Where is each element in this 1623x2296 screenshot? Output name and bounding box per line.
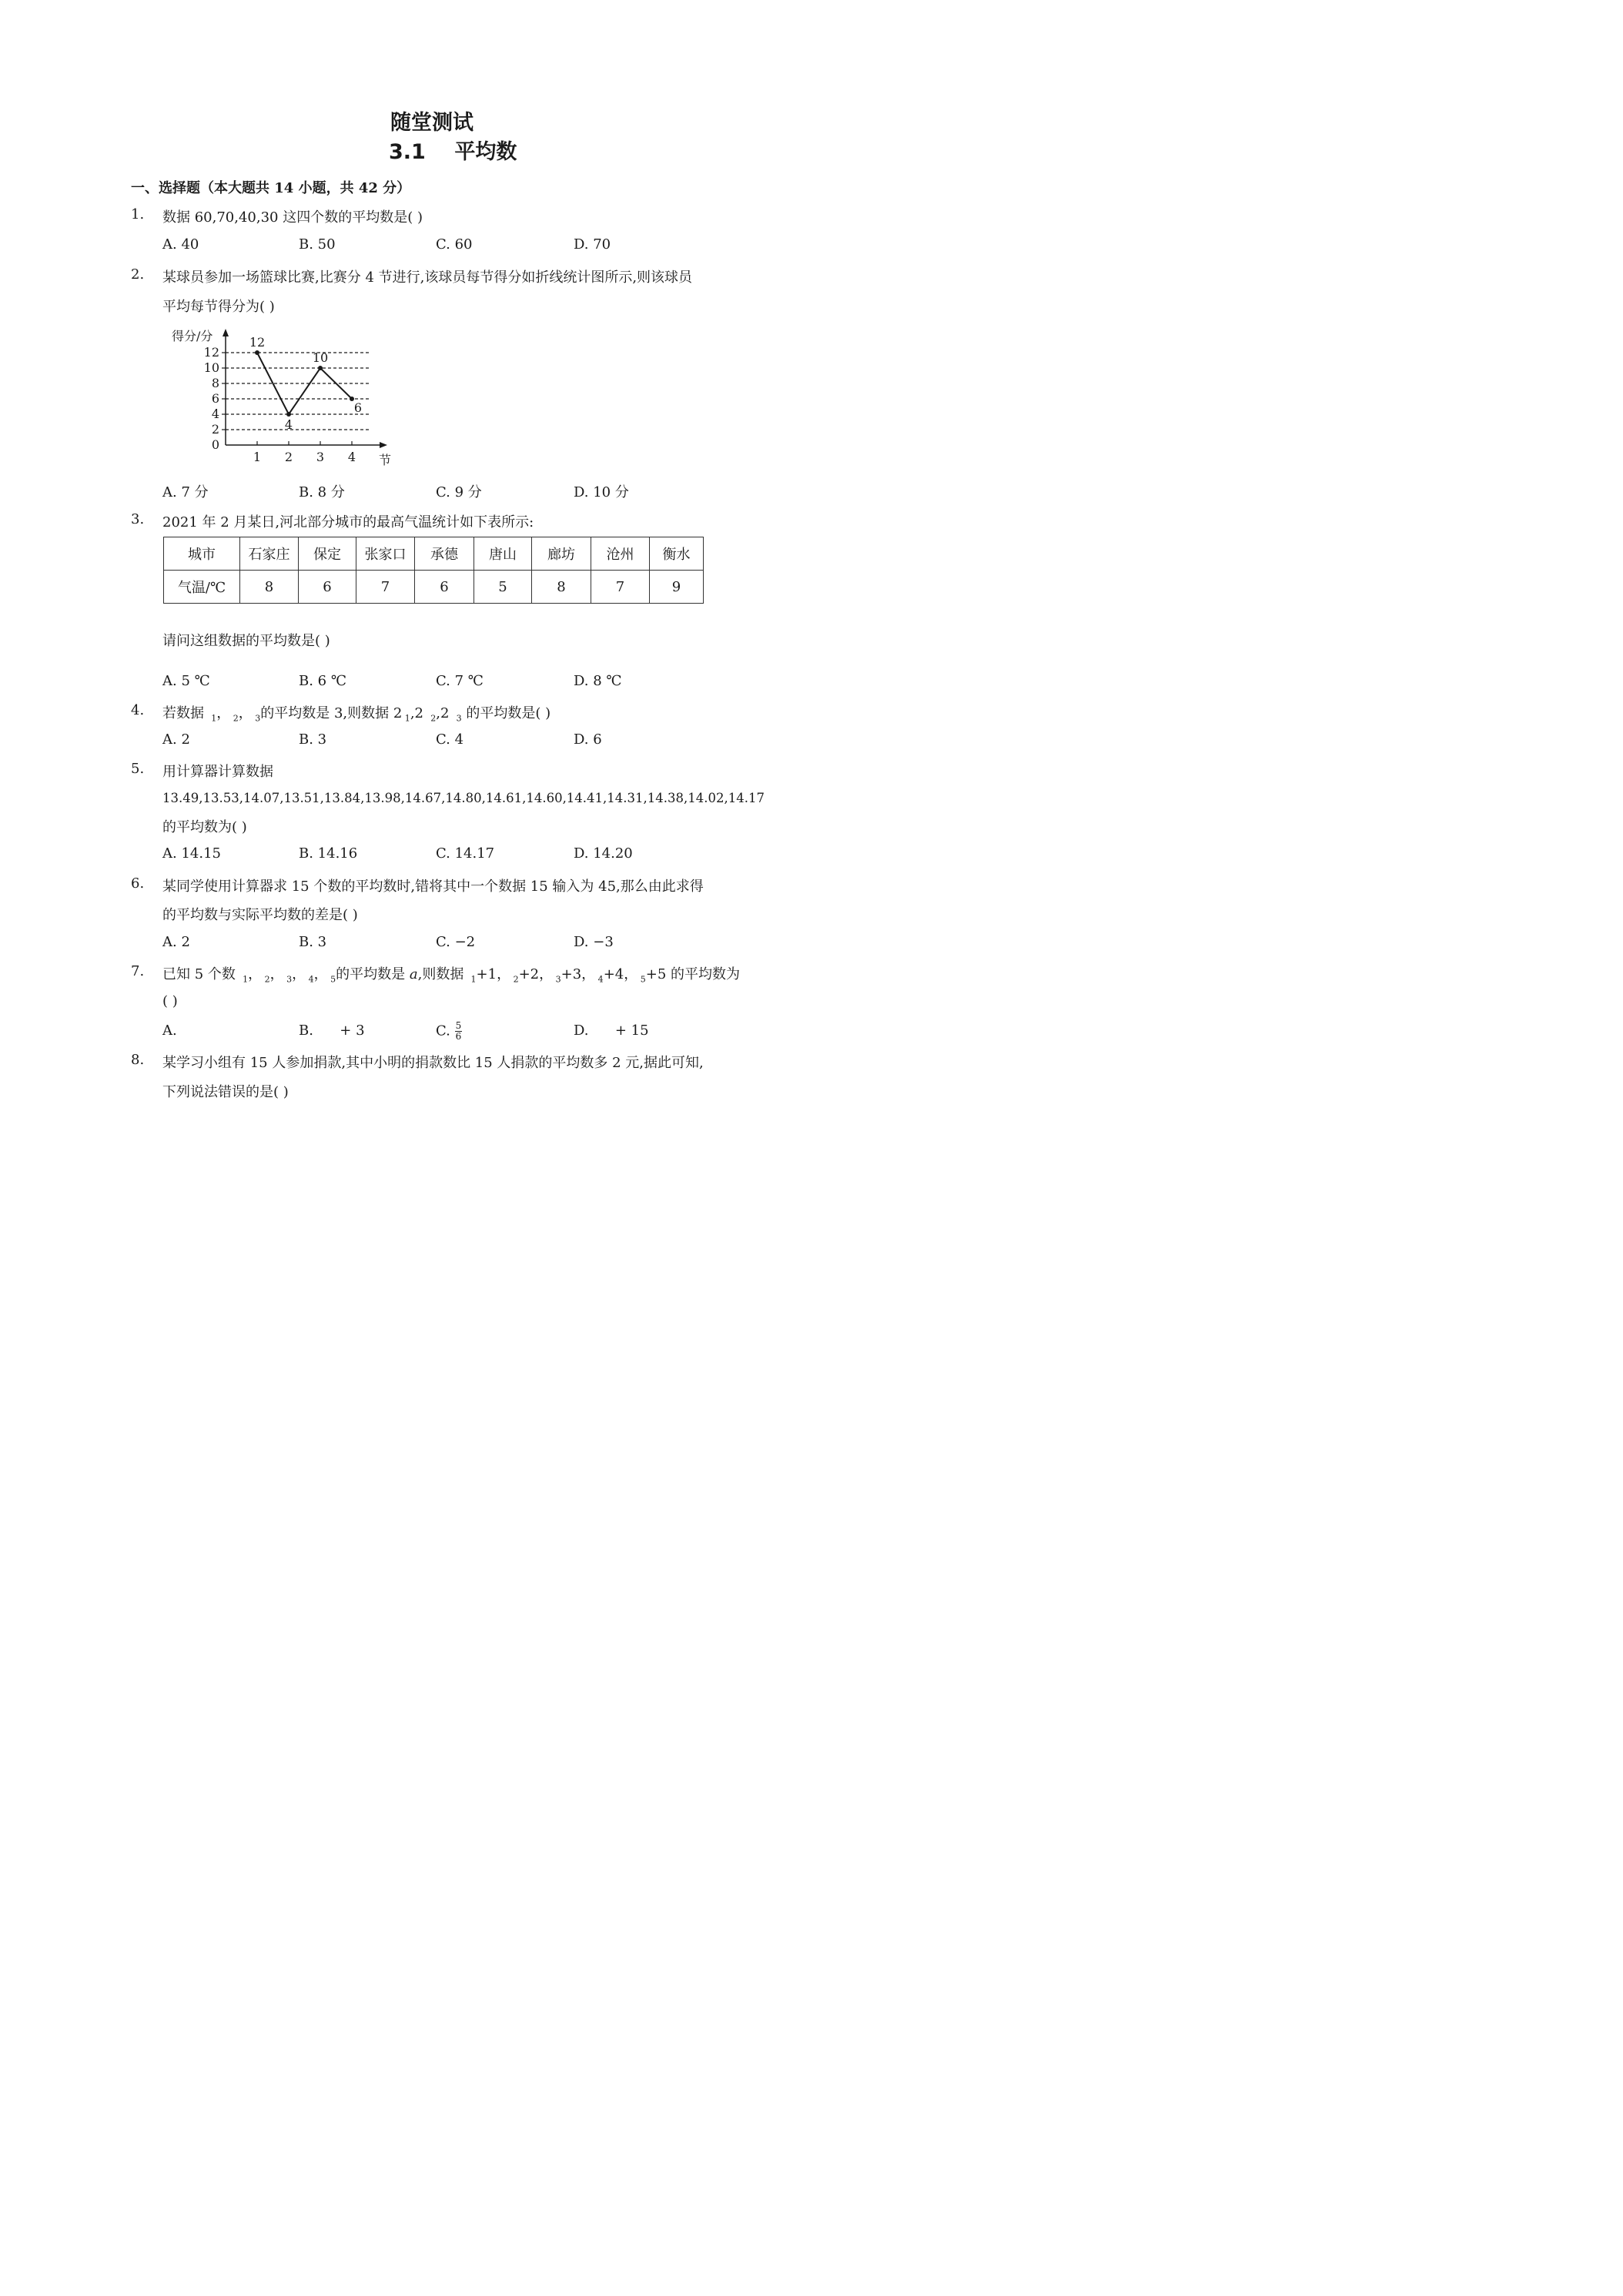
chart-x-tick-label: 4	[347, 450, 356, 464]
question-text-line2: 的平均数与实际平均数的差是( )	[162, 907, 358, 923]
option-b[interactable]: B. 50	[299, 236, 336, 253]
question-text-part: 已知 5 个数	[162, 966, 240, 982]
chart-data-label: 12	[249, 335, 266, 350]
question-text: 某同学使用计算器求 15 个数的平均数时,错将其中一个数据 15 输入为 45,那么由此求得	[162, 879, 704, 895]
question-number: 5.	[131, 761, 145, 777]
question-text-part: 的平均数是	[336, 966, 410, 982]
option-c[interactable]	[436, 1021, 462, 1042]
chart-point	[255, 350, 259, 355]
question-text-line2: 请问这组数据的平均数是( )	[162, 633, 330, 649]
option-d[interactable]: D. 70	[574, 236, 611, 253]
option-c[interactable]: C. −2	[436, 934, 476, 950]
table-cell: 7	[591, 571, 650, 604]
table-cell: 7	[356, 571, 415, 604]
option-b[interactable]: B. 14.16	[299, 845, 358, 862]
option-d[interactable]: D. −3	[574, 934, 614, 950]
data-list: 13.49,13.53,14.07,13.51,13.84,13.98,14.67,14.80,14.61,14.60,14.41,14.31,14.38,14.02,14.17	[162, 791, 765, 805]
table-cell: 保定	[299, 537, 356, 571]
table-cell: 6	[299, 571, 356, 604]
fraction	[455, 1021, 463, 1042]
option-c[interactable]: C. 7 ℃	[436, 673, 484, 689]
chart-data-label: 10	[312, 350, 329, 365]
chart-y-tick-label: 6	[211, 391, 219, 406]
chart-y-axis-arrow	[223, 329, 229, 336]
chart-x-tick-label: 1	[253, 450, 262, 464]
question-text: 某球员参加一场篮球比赛,比赛分 4 节进行,该球员每节得分如折线统计图所示,则该球员	[162, 269, 693, 286]
option-b[interactable]: B. 6 ℃	[299, 673, 346, 689]
table-cell: 承德	[415, 537, 474, 571]
question-number: 6.	[131, 875, 145, 892]
table-cell: 6	[415, 571, 474, 604]
option-a[interactable]: A. 40	[162, 236, 199, 253]
temperature-table	[163, 537, 704, 604]
question-text-part: 的平均数是( )	[466, 705, 551, 721]
option-d[interactable]: D. + 15	[574, 1022, 649, 1039]
table-header-row	[164, 537, 704, 571]
option-b[interactable]: B. + 3	[299, 1022, 365, 1039]
chart-x-axis-arrow	[380, 442, 387, 448]
option-d[interactable]: D. 8 ℃	[574, 673, 622, 689]
table-row	[164, 571, 704, 604]
option-d[interactable]: D. 10 分	[574, 484, 629, 500]
question-number: 2.	[131, 266, 145, 283]
option-d[interactable]: D. 14.20	[574, 845, 633, 862]
chart-y-tick-label: 4	[211, 407, 219, 421]
chart-data-label: 6	[353, 400, 363, 415]
question-number: 3.	[131, 511, 145, 527]
chart-y-tick-label: 8	[211, 376, 219, 390]
option-d[interactable]: D. 6	[574, 731, 602, 748]
chart-y-tick-label: 0	[211, 437, 219, 452]
page-subtitle: 3.1 平均数	[389, 140, 517, 164]
option-b[interactable]: B. 3	[299, 934, 327, 950]
question-text-line2: 平均每节得分为( )	[162, 299, 275, 315]
table-cell: 石家庄	[240, 537, 299, 571]
chart-y-tick-label: 12	[203, 345, 219, 360]
chart-point	[286, 412, 291, 417]
option-b[interactable]: B. 8 分	[299, 484, 345, 500]
chart-x-label: 节	[379, 453, 392, 467]
option-a[interactable]: A. 14.15	[162, 845, 221, 862]
question-text-line2: ( )	[162, 993, 178, 1009]
chart-point	[318, 366, 323, 370]
question-text: 某学习小组有 15 人参加捐款,其中小明的捐款数比 15 人捐款的平均数多 2 元,据此可知,	[162, 1055, 704, 1071]
section-heading: 一、选择题（本大题共 14 小题，共 42 分）	[131, 180, 411, 196]
table-cell: 沧州	[591, 537, 650, 571]
question-text-part: 若数据	[162, 705, 209, 721]
chart-y-tick-label: 2	[211, 422, 219, 437]
table-cell: 9	[650, 571, 704, 604]
question-number: 4.	[131, 702, 145, 718]
table-cell: 衡水	[650, 537, 704, 571]
question-text: 已知 5 个数 $_1$， $_2$， $_3$， $_4$， $_5$的平均数是 a,则数据 $_1$+1， $_2$+2， $_3$+3， $_4$+4， $_5$+5 的平均数为	[162, 966, 741, 985]
option-c[interactable]: C. 9 分	[436, 484, 482, 500]
option-a[interactable]: A. 5 ℃	[162, 673, 210, 689]
table-cell: 城市	[164, 537, 240, 571]
option-a[interactable]: A.	[162, 1022, 177, 1039]
question-text-part: 的平均数为	[666, 966, 741, 982]
chart-y-label: 得分/分	[172, 329, 213, 343]
table-cell: 张家口	[356, 537, 415, 571]
chart-x-tick-label: 3	[316, 450, 325, 464]
table-cell: 8	[532, 571, 591, 604]
question-number: 8.	[131, 1052, 145, 1068]
question-number: 1.	[131, 206, 145, 223]
chart-x-tick-label: 2	[284, 450, 293, 464]
question-text-part: ,则数据	[417, 966, 469, 982]
option-a[interactable]: A. 2	[162, 934, 190, 950]
question-text: 用计算器计算数据	[162, 764, 273, 780]
question-text: 若数据 $_1$， $_2$， $_3$的平均数是 3,则数据 2 $_1$,2 $_2$,2 $_3$ 的平均数是( )	[162, 705, 551, 724]
chart-y-tick-label: 10	[203, 360, 219, 375]
option-b[interactable]: B. 3	[299, 731, 327, 748]
option-a[interactable]: A. 2	[162, 731, 190, 748]
question-text: 数据 60,70,40,30 这四个数的平均数是( )	[162, 209, 423, 226]
option-a[interactable]: A. 7 分	[162, 484, 209, 500]
fraction-denominator: 6	[455, 1031, 462, 1042]
variable-a: a	[409, 966, 418, 982]
table-cell: 唐山	[474, 537, 532, 571]
table-cell: 5	[474, 571, 532, 604]
score-line-chart	[166, 327, 397, 474]
question-text-part: 的平均数是 3,则数据 2	[260, 705, 403, 721]
option-c-label: C.	[436, 1022, 450, 1039]
fraction-numerator: 5	[455, 1020, 462, 1031]
table-cell: 廊坊	[532, 537, 591, 571]
option-c[interactable]: C. 14.17	[436, 845, 495, 862]
question-number: 7.	[131, 963, 145, 979]
question-text-line2: 下列说法错误的是( )	[162, 1084, 289, 1100]
page-title: 随堂测试	[390, 111, 474, 135]
question-text-line3: 的平均数为( )	[162, 819, 247, 835]
chart-data-label: 4	[284, 417, 293, 432]
table-cell: 气温/℃	[164, 571, 240, 604]
table-cell: 8	[240, 571, 299, 604]
question-text: 2021 年 2 月某日,河北部分城市的最高气温统计如下表所示:	[162, 514, 534, 530]
option-c[interactable]: C. 60	[436, 236, 473, 253]
option-c[interactable]: C. 4	[436, 731, 464, 748]
